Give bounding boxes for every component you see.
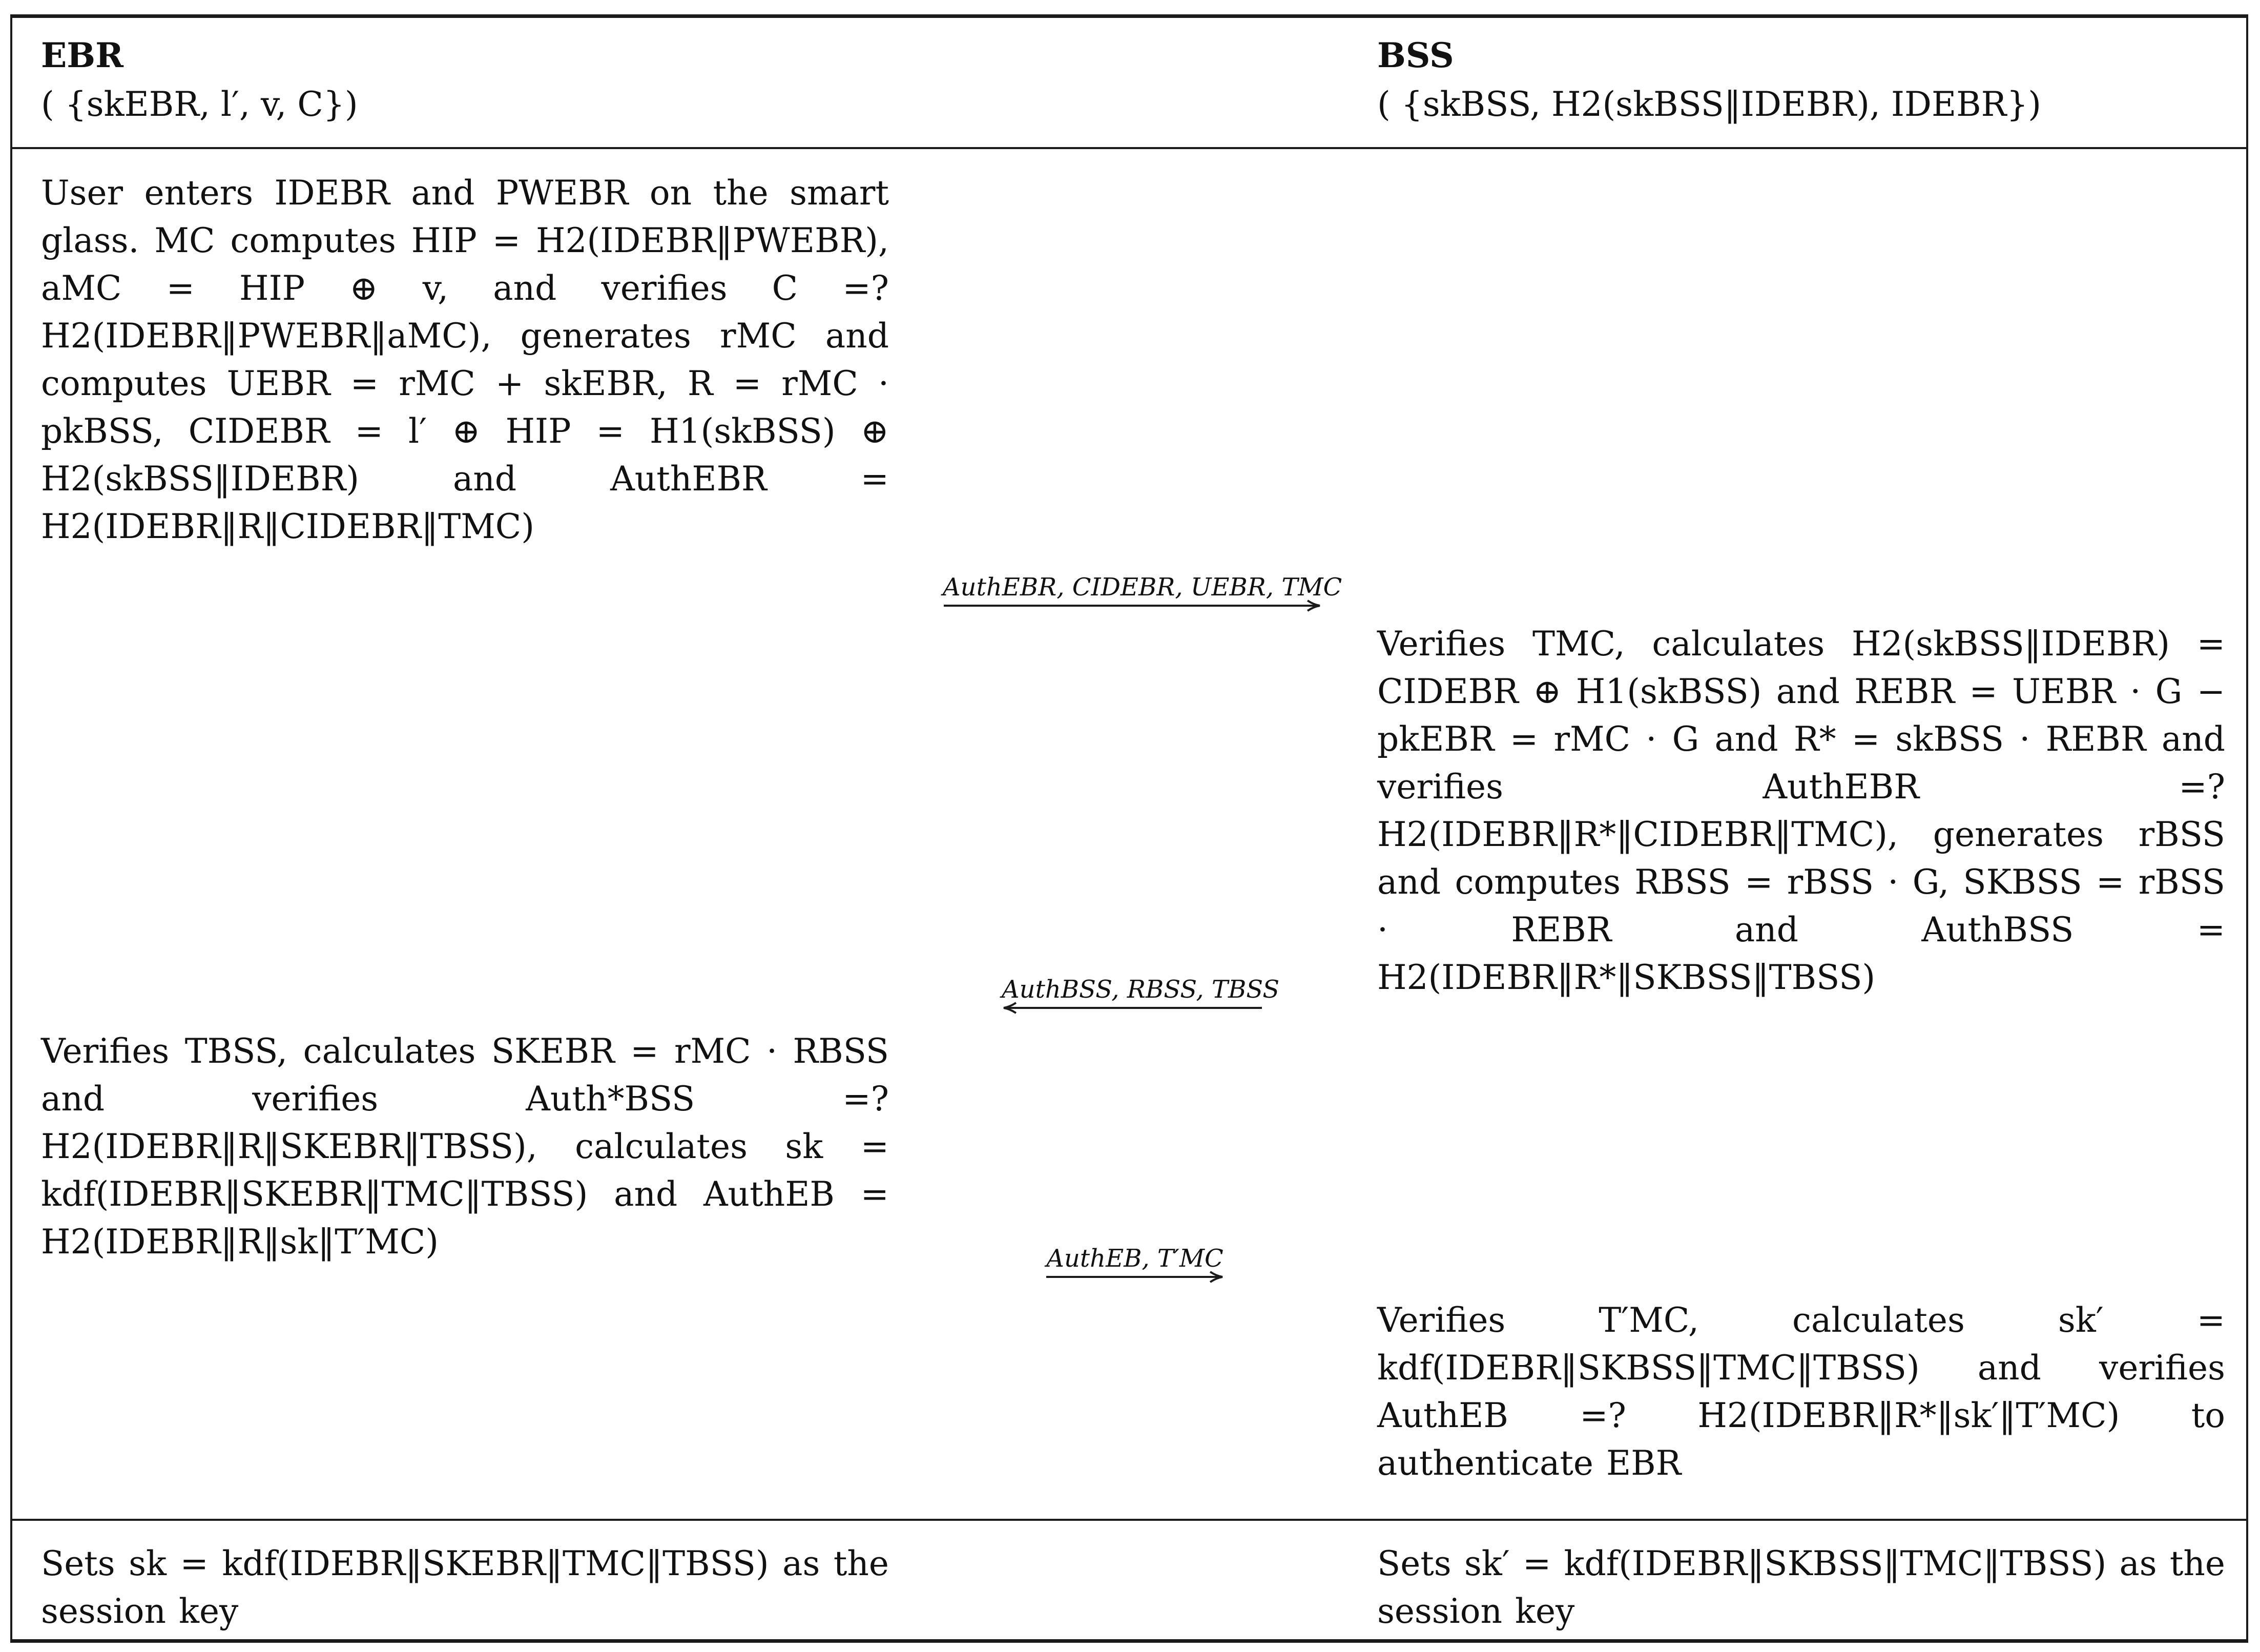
bss-params: ( {skBSS, H2(skBSS‖IDEBR), IDEBR})	[1377, 85, 2042, 124]
bss-header	[1377, 31, 2041, 129]
message-label: AuthBSS, RBSS, TBSS	[1002, 975, 1280, 1004]
footer-divider	[10, 1519, 2248, 1521]
arrow-right-icon	[1045, 1271, 1225, 1286]
ebr-header	[41, 31, 358, 129]
message-auth-eb	[1045, 1245, 1225, 1286]
ebr-session-key: Sets sk = kdf(IDEBR‖SKEBR‖TMC‖TBSS) as the session key	[41, 1544, 889, 1631]
arrow-right-icon	[943, 600, 1322, 615]
ebr-verify-step: Verifies TBSS, calculates SKEBR = rMC · RBSS and verifies Auth*BSS =? H2(IDEBR‖R‖SKEBR‖TBSS), calculates sk = kdf(IDEBR‖SKEBR‖TMC‖TBSS) and AuthEB = H2(IDEBR‖R‖sk‖T′MC)	[41, 1031, 889, 1262]
header-divider	[10, 147, 2248, 149]
message-auth-ebr	[943, 573, 1342, 615]
bss-final-step: Verifies T′MC, calculates sk′ = kdf(IDEBR‖SKBSS‖TMC‖TBSS) and verifies AuthEB =? H2(IDEBR‖R*‖sk′‖T′MC) to authenticate EBR	[1377, 1300, 2225, 1483]
ebr-login-step: User enters IDEBR and PWEBR on the smart glass. MC computes HIP = H2(IDEBR‖PWEBR), aMC = HIP ⊕ v, and verifies C =? H2(IDEBR‖PWEBR‖aMC), generates rMC and computes UEBR = rMC + skEBR, R = rMC · pkBSS, CIDEBR = l′ ⊕ HIP = H1(skBSS) ⊕ H2(skBSS‖IDEBR) and AuthEBR = H2(IDEBR‖R‖CIDEBR‖TMC)	[41, 173, 889, 546]
arrow-left-icon	[1002, 1002, 1263, 1017]
bss-verify-step: Verifies TMC, calculates H2(skBSS‖IDEBR) = CIDEBR ⊕ H1(skBSS) and REBR = UEBR · G − pkEBR = rMC · G and R* = skBSS · REBR and verifies AuthEBR =? H2(IDEBR‖R*‖CIDEBR‖TMC), generates rBSS and computes RBSS = rBSS · G, SKBSS = rBSS · REBR and AuthBSS = H2(IDEBR‖R*‖SKBSS‖TBSS)	[1377, 624, 2225, 997]
bss-title: BSS	[1377, 35, 1454, 75]
message-auth-bss	[1002, 975, 1280, 1017]
ebr-params: ( {skEBR, l′, v, C})	[41, 85, 358, 124]
message-label: AuthEB, T′MC	[1046, 1244, 1224, 1273]
message-label: AuthEBR, CIDEBR, UEBR, TMC	[943, 573, 1342, 602]
ebr-title: EBR	[41, 35, 123, 75]
bss-session-key: Sets sk′ = kdf(IDEBR‖SKBSS‖TMC‖TBSS) as the session key	[1377, 1544, 2225, 1631]
